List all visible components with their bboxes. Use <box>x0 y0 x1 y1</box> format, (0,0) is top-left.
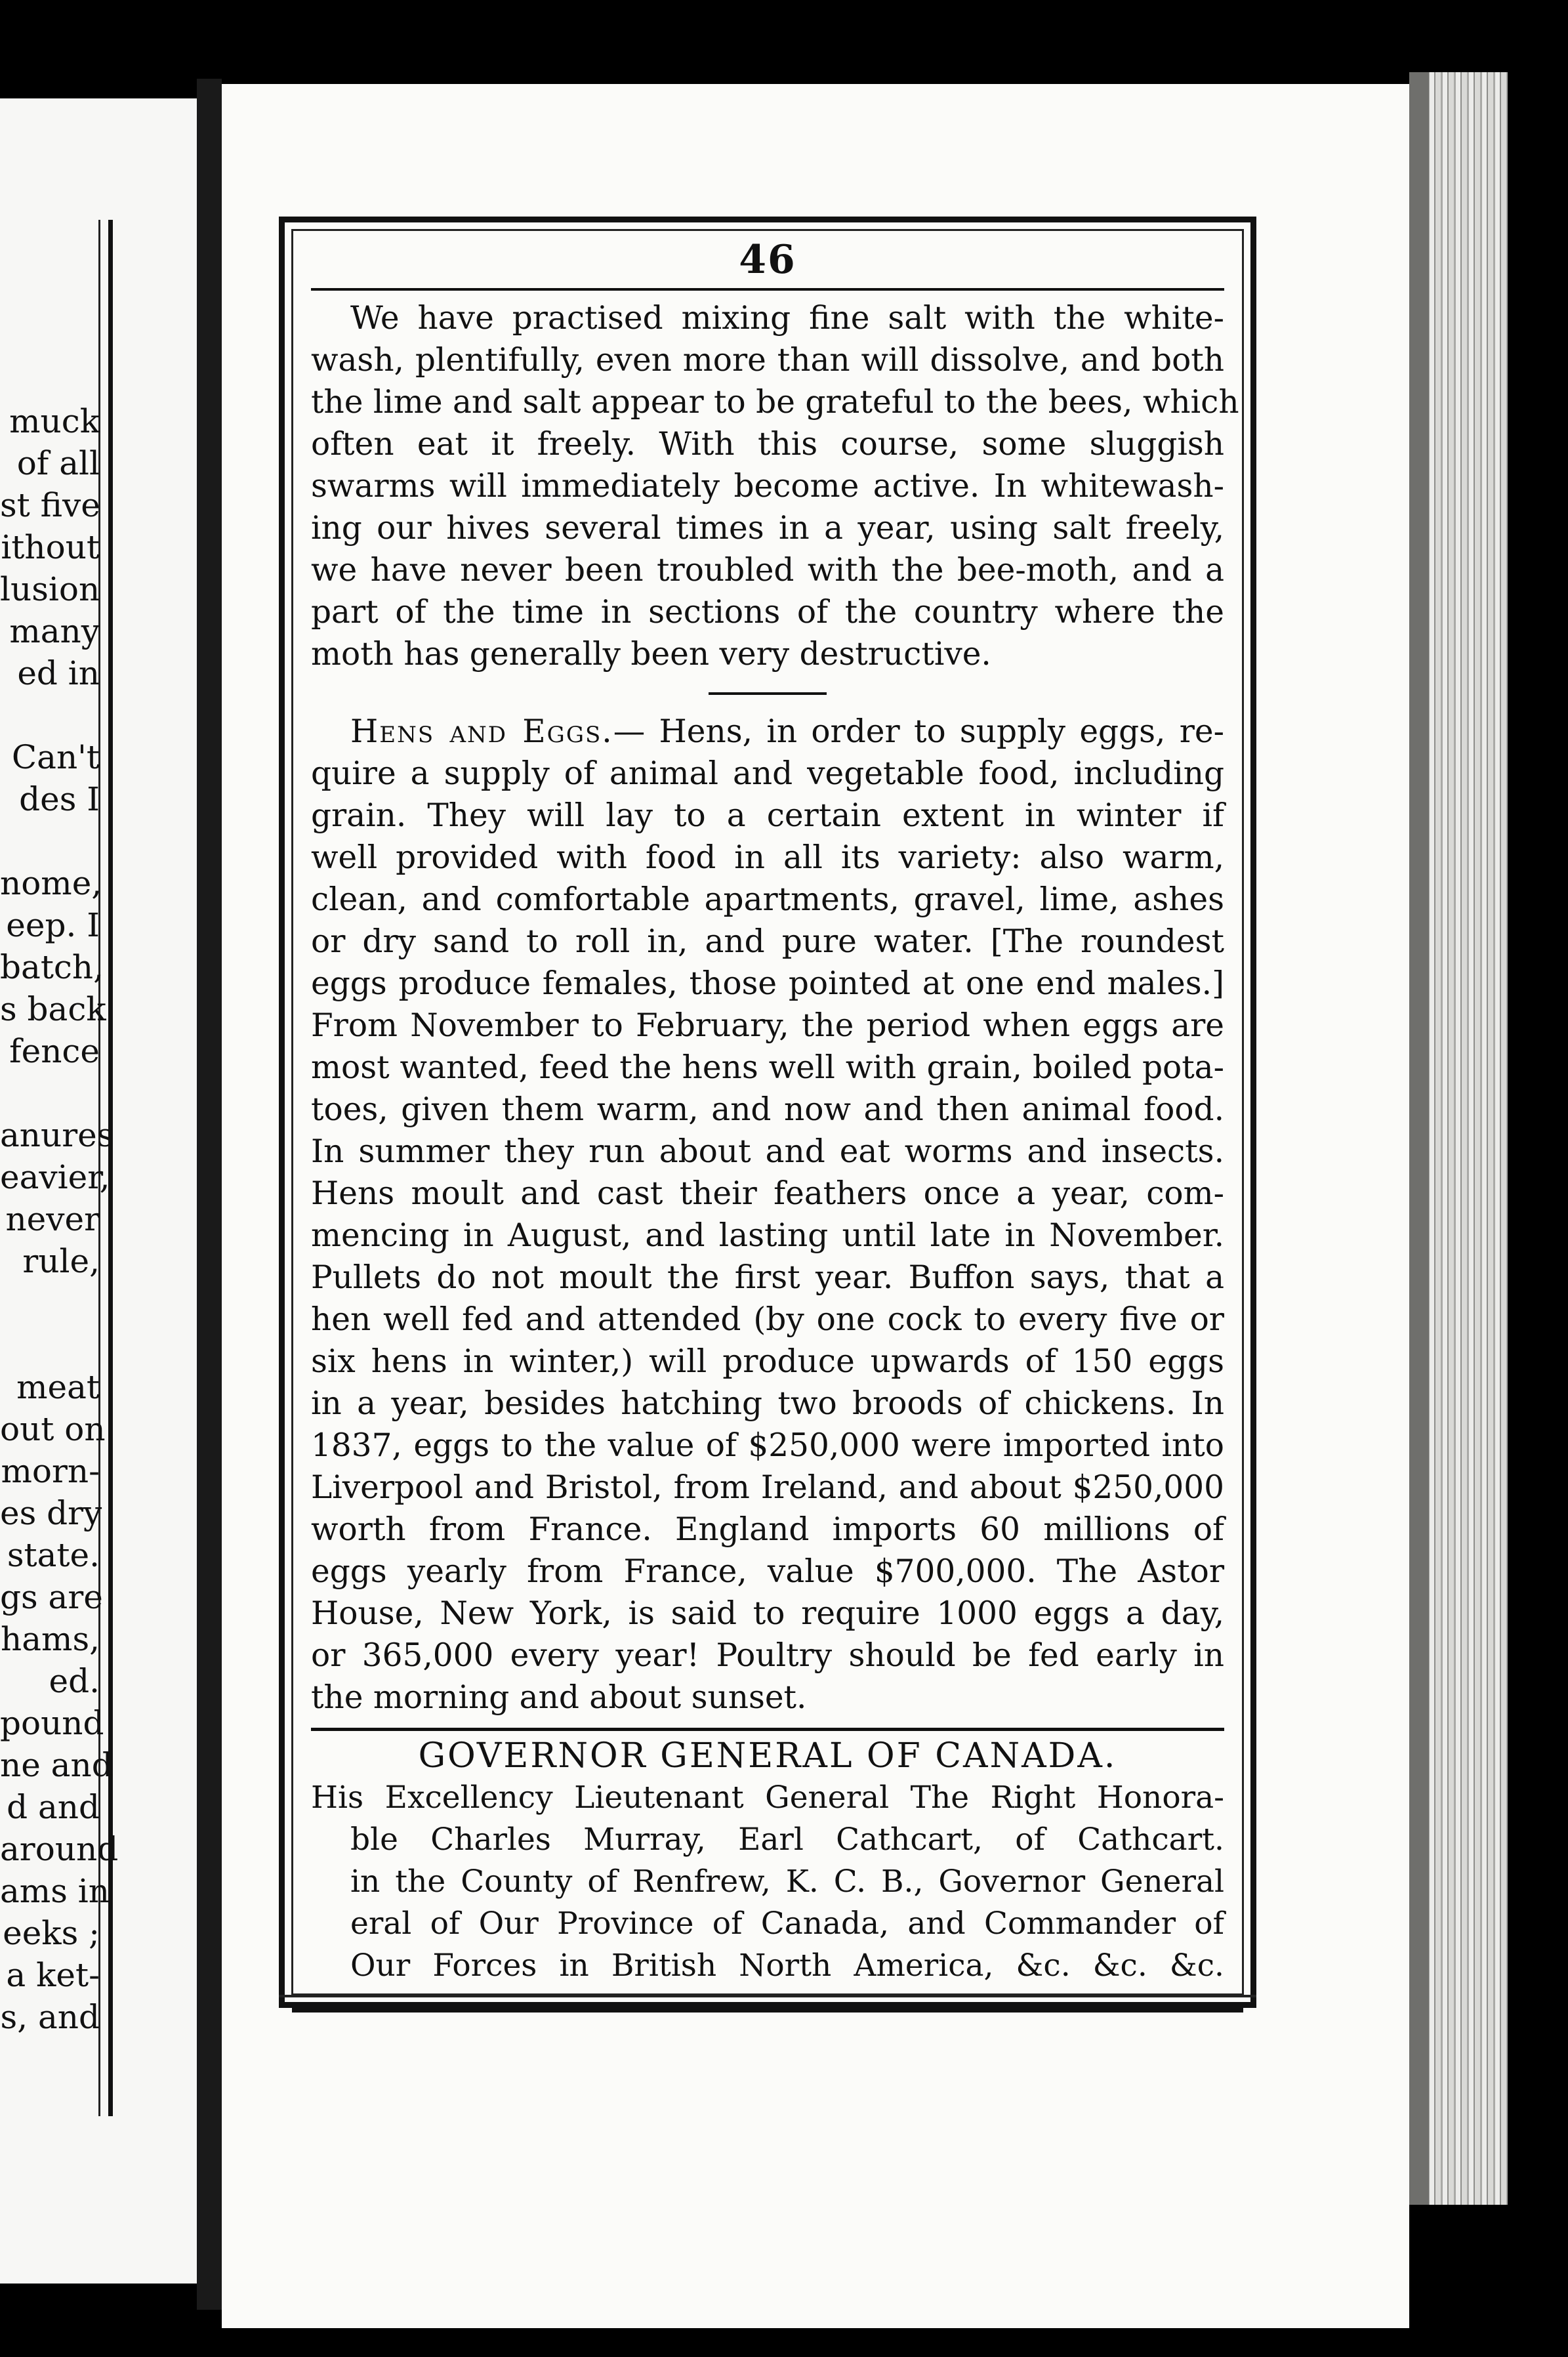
beeswax-paragraph <box>311 297 1239 675</box>
hens-line: In summer they run about and eat worms and insects. <box>311 1133 1224 1170</box>
previous-page-line: batch, <box>0 948 104 986</box>
previous-page-line: many <box>9 612 100 650</box>
previous-page <box>0 98 197 2284</box>
previous-page-line: ed. <box>49 1662 100 1700</box>
previous-page-line: eavier, <box>0 1158 110 1196</box>
header-rule <box>311 288 1224 291</box>
hens-line: or 365,000 every year! Poultry should be fed early in <box>311 1637 1224 1674</box>
hens-line: quire a supply of animal and vegetable food, including <box>311 755 1224 792</box>
previous-page-line: rule, <box>22 1242 100 1280</box>
previous-page-line: out on <box>0 1410 106 1448</box>
hens-line: Pullets do not moult the first year. Buffon says, that a <box>311 1259 1224 1296</box>
previous-page-line: ed in <box>17 654 100 692</box>
page-number: 46 <box>739 237 796 283</box>
hens-line: eggs yearly from France, value $700,000. The Astor <box>311 1553 1224 1590</box>
previous-page-line: d and <box>7 1788 100 1826</box>
hens-line: or dry sand to roll in, and pure water. [The roundest <box>311 923 1224 960</box>
page-frame <box>279 217 1256 2008</box>
hens-line: toes, given them warm, and now and then animal food. <box>311 1091 1224 1128</box>
previous-page-line: a ket- <box>6 1956 100 1994</box>
previous-page-line <box>0 820 100 862</box>
hens-line: in a year, besides hatching two broods of chickens. In <box>311 1385 1224 1422</box>
previous-page-line: meat <box>16 1368 100 1406</box>
previous-page-line: st five <box>0 486 100 524</box>
previous-page-line: des I <box>19 780 100 818</box>
hens-line: well provided with food in all its variety: also warm, <box>311 839 1224 876</box>
beeswax-line: often eat it freely. With this course, some sluggish <box>311 426 1224 463</box>
previous-page-line: muck <box>9 402 100 440</box>
governor-line: eral of Our Province of Canada, and Commander of <box>350 1906 1224 1942</box>
previous-page-line <box>0 1282 100 1324</box>
previous-page-line: lusion <box>0 570 100 608</box>
previous-page-line: es dry <box>0 1494 102 1532</box>
hens-line: worth from France. England imports 60 millions of <box>311 1511 1224 1548</box>
beeswax-line: we have never been troubled with the bee-moth, and a <box>311 552 1224 589</box>
beeswax-line: ing our hives several times in a year, using salt freely, <box>311 510 1224 547</box>
beeswax-line: swarms will immediately become active. In whitewash- <box>311 468 1224 505</box>
page-content <box>311 237 1239 1987</box>
section-divider <box>709 692 827 695</box>
previous-page-line: ne and <box>0 1746 113 1784</box>
previous-page-text <box>0 400 119 2038</box>
beeswax-line: moth has generally been very destructive. <box>311 636 991 673</box>
hens-line: the morning and about sunset. <box>311 1679 807 1716</box>
previous-page-line <box>0 1324 100 1366</box>
hens-line: Hens moult and cast their feathers once a year, com- <box>311 1175 1224 1212</box>
previous-page-line: never <box>5 1200 100 1238</box>
notice-rule <box>311 1728 1224 1731</box>
hens-line: mencing in August, and lasting until late in November. <box>311 1217 1224 1254</box>
previous-page-line: pound <box>0 1704 104 1742</box>
governor-paragraph <box>311 1777 1224 1987</box>
previous-page-line: around <box>0 1830 119 1868</box>
hens-line: House, New York, is said to require 1000 eggs a day, <box>311 1595 1224 1632</box>
previous-page-line: nome, <box>0 864 102 902</box>
governor-line: ble Charles Murray, Earl Cathcart, of Cathcart. <box>350 1822 1224 1858</box>
previous-page-line: hams, <box>1 1620 100 1658</box>
previous-page-line: s back <box>0 990 106 1028</box>
hens-line: From November to February, the period when eggs are <box>311 1007 1224 1044</box>
previous-page-line: ithout <box>1 528 100 566</box>
hens-line: eggs produce females, those pointed at one end males.] <box>311 965 1224 1002</box>
previous-page-line: Can't <box>11 738 100 776</box>
hens-line: clean, and comfortable apartments, gravel, lime, ashes <box>311 881 1224 918</box>
previous-page-line <box>0 1072 100 1114</box>
hens-line: six hens in winter,) will produce upwards of 150 eggs <box>311 1343 1224 1380</box>
hens-line: grain. They will lay to a certain extent in winter if <box>311 797 1224 834</box>
previous-page-line: ams in <box>0 1872 110 1910</box>
previous-page-line: eep. I <box>6 906 100 944</box>
hens-line: hen well fed and attended (by one cock to every five or <box>311 1301 1224 1338</box>
bottom-rule <box>279 1995 1256 1997</box>
previous-page-line: gs are <box>0 1578 103 1616</box>
previous-page-line: state. <box>7 1536 100 1574</box>
beeswax-line: the lime and salt appear to be grateful to the bees, which <box>311 384 1239 421</box>
hens-line: 1837, eggs to the value of $250,000 were imported into <box>311 1427 1224 1464</box>
hens-first-line <box>311 711 1224 753</box>
previous-page-line: of all <box>16 444 100 482</box>
previous-page-line: anures <box>0 1116 114 1154</box>
governor-title: GOVERNOR GENERAL OF CANADA. <box>418 1736 1117 1776</box>
previous-page-line: s, and <box>0 1998 100 2036</box>
previous-page-line: fence <box>9 1032 100 1070</box>
governor-line: His Excellency Lieutenant General The Right Honora- <box>311 1780 1224 1816</box>
governor-line: in the County of Renfrew, K. C. B., Governor General <box>350 1864 1224 1900</box>
beeswax-line: part of the time in sections of the country where the <box>311 594 1224 631</box>
governor-line: Our Forces in British North America, &c. &c. &c. <box>350 1948 1224 1984</box>
hens-heading: Hens and Eggs. <box>350 713 613 750</box>
hens-first-line-rest: — Hens, in order to supply eggs, re- <box>613 713 1224 750</box>
hens-body <box>311 753 1224 1719</box>
beeswax-line: wash, plentifully, even more than will dissolve, and both <box>311 342 1224 379</box>
bottom-rule-thick <box>292 2007 1243 2013</box>
previous-page-line: eeks ; <box>3 1914 100 1952</box>
beeswax-line: We have practised mixing fine salt with the white- <box>350 300 1224 337</box>
previous-page-line <box>0 694 100 736</box>
hens-and-eggs-paragraph <box>311 711 1224 1719</box>
book-gutter <box>197 79 222 2310</box>
hens-line: Liverpool and Bristol, from Ireland, and about $250,000 <box>311 1469 1224 1506</box>
previous-page-line: morn- <box>1 1452 100 1490</box>
page-edges <box>1409 72 1508 2205</box>
hens-line: most wanted, feed the hens well with grain, boiled pota- <box>311 1049 1224 1086</box>
